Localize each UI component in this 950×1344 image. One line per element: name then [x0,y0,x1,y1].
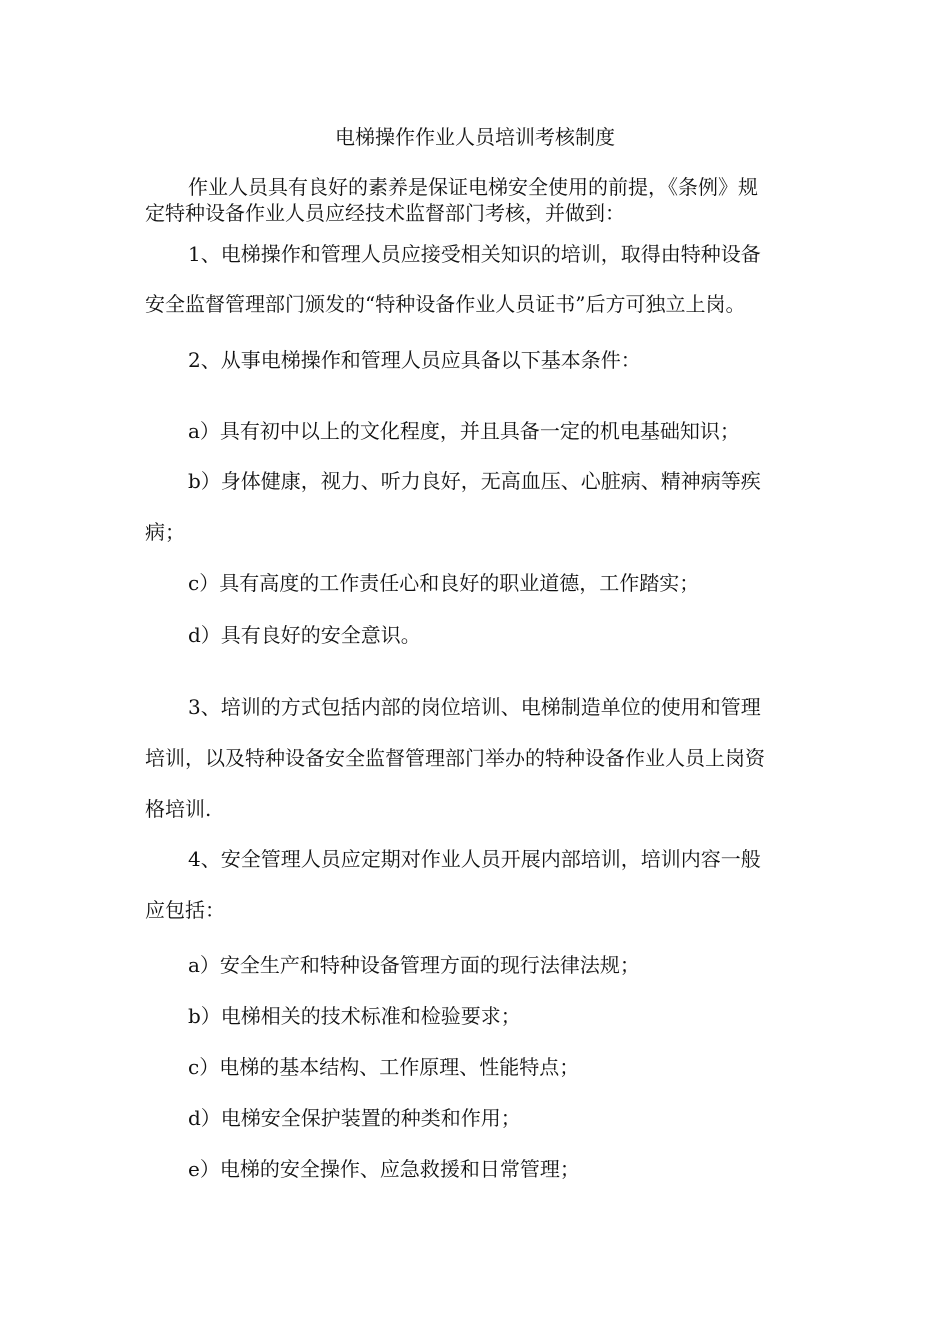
item2-d: d）具有良好的安全意识。 [188,623,421,647]
intro-line-2: 定特种设备作业人员应经技术监督部门考核，并做到： [145,201,625,225]
item3-line-2: 培训，以及特种设备安全监督管理部门举办的特种设备作业人员上岗资 [145,746,765,770]
item4-d: d）电梯安全保护装置的种类和作用； [188,1106,521,1130]
item1-line-1: 1、电梯操作和管理人员应接受相关知识的培训，取得由特种设备 [188,242,761,266]
item2-c: c）具有高度的工作责任心和良好的职业道德，工作踏实； [188,571,700,595]
item4-c: c）电梯的基本结构、工作原理、性能特点； [188,1055,580,1079]
item3-line-1: 3、培训的方式包括内部的岗位培训、电梯制造单位的使用和管理 [188,695,761,719]
item1-line-2: 安全监督管理部门颁发的“特种设备作业人员证书”后方可独立上岗。 [145,292,746,316]
item3-line-3: 格培训. [145,797,212,821]
item4-b: b）电梯相关的技术标准和检验要求； [188,1004,521,1028]
item2-b-line-2: 病； [145,520,185,544]
intro-line-1: 作业人员具有良好的素养是保证电梯安全使用的前提，《条例》规 [188,175,758,199]
item2-a: a）具有初中以上的文化程度，并且具备一定的机电基础知识； [188,419,740,443]
document-title: 电梯操作作业人员培训考核制度 [335,125,615,149]
item4-line-2: 应包括： [145,898,225,922]
item2-b-line-1: b）身体健康，视力、听力良好，无高血压、心脏病、精神病等疾 [188,469,761,493]
item4-e: e）电梯的安全操作、应急救援和日常管理； [188,1157,580,1181]
item4-a: a）安全生产和特种设备管理方面的现行法律法规； [188,953,640,977]
item4-line-1: 4、安全管理人员应定期对作业人员开展内部培训，培训内容一般 [188,847,761,871]
item2-heading: 2、从事电梯操作和管理人员应具备以下基本条件： [188,348,641,372]
